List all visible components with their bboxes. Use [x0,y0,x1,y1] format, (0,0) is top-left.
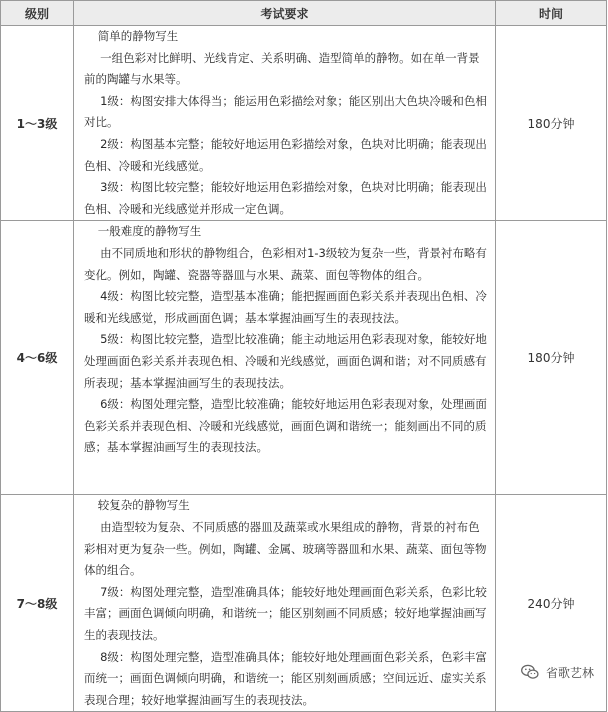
requirement-paragraph: 3级：构图比较完整；能较好地运用色彩描绘对象，色块对比明确；能表现出色相、冷暖和光线感觉并形成一定色调。 [84,180,487,216]
requirement-title: 一般难度的静物写生 [97,224,202,239]
requirement-paragraph: 7级：构图处理完整，造型准确具体；能较好地处理画面色彩关系，色彩比较丰富；画面色调倾向明确，和谐统一；能区别刻画不同质感；较好地掌握油画写生的表现技法。 [84,584,487,642]
requirement-cell [74,221,496,495]
requirement-paragraph: 1级：构图安排大体得当；能运用色彩描绘对象；能区别出大色块冷暖和色相对比。 [84,93,487,130]
requirement-title: 较复杂的静物写生 [97,498,190,513]
requirement-paragraph: 5级：构图比较完整，造型比较准确；能主动地运用色彩表现对象，能较好地处理画面色彩关系并表现色相、冷暖和光线感觉，画面色调和谐；对不同质感有所表现；基本掌握油画写生的表现技法。 [84,332,487,390]
requirement-paragraph: 一组色彩对比鲜明、光线肯定、关系明确、造型简单的静物。如在单一背景前的陶罐与水果等。 [84,50,480,87]
requirement-paragraph: 4级：构图比较完整，造型基本准确；能把握画面色彩关系并表现出色相、冷暖和光线感觉，形成画面色调；基本掌握油画写生的表现技法。 [84,289,487,325]
table-row [1,26,607,221]
requirement-paragraph: 6级：构图处理完整，造型比较准确；能较好地运用色彩表现对象，处理画面色彩关系并表现色相、冷暖和光线感觉，画面色调和谐统一；能刻画出不同的质感；基本掌握油画写生的表现技法。 [84,397,487,455]
table-row [1,221,607,495]
level-cell: 1～3级 [1,26,74,221]
level-cell: 7～8级 [1,495,74,712]
time-cell: 180分钟 [496,26,607,221]
requirement-cell [74,26,496,221]
watermark [516,661,598,683]
watermark-text: 省歌艺林 [545,665,594,680]
header-time: 时间 [496,1,607,26]
requirement-paragraph: 2级：构图基本完整；能较好地运用色彩描绘对象，色块对比明确；能表现出色相、冷暖和光线感觉。 [84,136,487,173]
requirement-paragraph: 8级：构图处理完整，造型准确具体；能较好地处理画面色彩关系，色彩丰富而统一；画面色调倾向明确，和谐统一；能区别刻画质感；空间远近、虚实关系表现合理；较好地掌握油画写生的表现技法。 [84,649,487,707]
requirement-paragraph: 由不同质地和形状的静物组合，色彩相对1-3级较为复杂一些，背景衬布略有变化。例如，陶罐、瓷器等器皿与水果、蔬菜、面包等物体的组合。 [84,245,487,282]
time-cell: 180分钟 [496,221,607,495]
requirement-paragraph: 由造型较为复杂、不同质感的器皿及蔬菜或水果组成的静物，背景的衬布色彩相对更为复杂一些。例如，陶罐、金属、玻璃等器皿和水果、蔬菜、面包等物体的组合。 [84,519,487,578]
header-row [1,1,607,26]
header-level: 级别 [1,1,74,26]
requirement-title: 简单的静物写生 [97,29,179,43]
level-cell: 4～6级 [1,221,74,495]
requirement-cell [74,495,496,712]
header-requirement: 考试要求 [74,1,496,26]
time-cell: 240分钟 [496,495,607,712]
wechat-logo-icon [520,662,540,682]
